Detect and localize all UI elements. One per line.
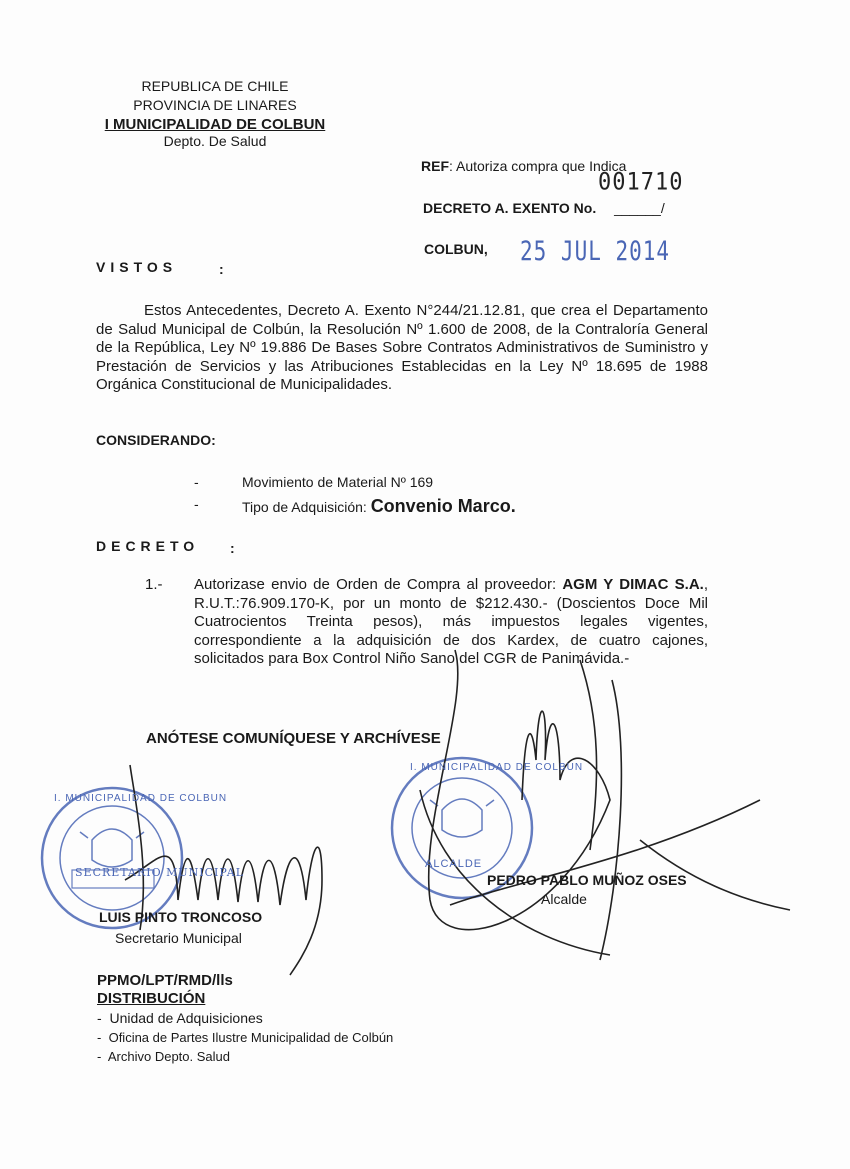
left-signatory-name: LUIS PINTO TRONCOSO	[99, 909, 263, 925]
ref-text: : Autoriza compra que Indica	[449, 158, 627, 174]
left-seal-center-text: SECRETARIO MUNICIPAL	[75, 866, 245, 879]
distribution-item-text: Archivo Depto. Salud	[107, 1049, 230, 1064]
left-seal	[42, 788, 182, 928]
right-signatory-title: Alcalde	[541, 891, 587, 907]
right-signature	[420, 650, 790, 960]
distribution-heading: DISTRIBUCIÓN	[97, 990, 206, 1007]
vistos-heading: VISTOS	[96, 259, 178, 275]
right-seal-ring-text: I. MUNICIPALIDAD DE COLBUN	[410, 762, 584, 773]
letterhead-country: REPUBLICA DE CHILE	[141, 78, 289, 94]
list-item	[97, 1009, 393, 1028]
list-item	[97, 1047, 393, 1066]
considerando-heading: CONSIDERANDO:	[96, 432, 216, 448]
left-signatory-title: Secretario Municipal	[115, 930, 242, 946]
date-stamp: 25 JUL 2014	[520, 236, 671, 266]
letterhead-municipality: I MUNICIPALIDAD DE COLBUN	[104, 116, 326, 133]
distribution-list	[97, 1009, 393, 1066]
list-dash: -	[194, 496, 199, 512]
decree-blank: ______/	[614, 200, 665, 216]
letterhead-province: PROVINCIA DE LINARES	[133, 97, 297, 113]
vistos-paragraph: Estos Antecedentes, Decreto A. Exento N°244/21.12.81, que crea el Departamento de Salud Municipal de Colbún, la Resolución Nº 1.600 de 2008, de la Contraloría General de la República, Ley Nº 19.886 De Bases Sobre Contratos Administrativos de Suministro y Prestación de Servicios y las Atribuciones Establecidas en la Ley Nº 18.695 de 1988 Orgánica Constitucional de Municipalidades.	[96, 302, 708, 393]
letterhead-department: Depto. De Salud	[163, 133, 267, 149]
right-signatory-name: PEDRO PABLO MUÑOZ OSES	[487, 872, 687, 888]
decreto-heading: DECRETO	[96, 538, 200, 554]
list-dash: -	[97, 1049, 102, 1064]
ref-label: REF	[421, 158, 449, 174]
closing-line: ANÓTESE COMUNÍQUESE Y ARCHÍVESE	[146, 730, 441, 747]
considerando-item-label: Tipo de Adquisición:	[242, 499, 371, 515]
considerando-item-label: Movimiento de Material Nº 169	[242, 474, 434, 490]
decreto-item-number: 1.-	[145, 576, 163, 593]
list-item	[97, 1028, 393, 1047]
considerando-item-emphasis: Convenio Marco.	[370, 496, 516, 516]
decreto-item-post: , R.U.T.:76.909.170-K, por un monto de $212.430.- (Doscientos Doce Mil Cuatrocientos Treinta pesos), más impuestos legales vigentes, correspondiente a la adquisición de dos Kardex, de cuatro cajones, solicitados para Box Control Niño Sano del CGR de Panimávida.-	[194, 576, 708, 667]
list-dash: -	[97, 1030, 102, 1045]
right-seal-center-text: ALCALDE	[425, 858, 483, 870]
initials: PPMO/LPT/RMD/lls	[97, 972, 233, 989]
place-label: COLBUN,	[424, 241, 488, 257]
list-dash: -	[194, 474, 199, 490]
decree-label: DECRETO A. EXENTO No.	[423, 200, 597, 216]
decreto-item-supplier: AGM Y DIMAC S.A.	[562, 576, 704, 593]
list-dash: -	[97, 1010, 102, 1026]
vistos-colon: :	[219, 261, 224, 277]
distribution-item-text: Unidad de Adquisiciones	[109, 1010, 263, 1026]
decreto-item-pre: Autorizase envio de Orden de Compra al proveedor:	[194, 576, 563, 593]
decree-number-stamp: 001710	[598, 168, 684, 197]
distribution-item-text: Oficina de Partes Ilustre Municipalidad de Colbún	[108, 1030, 394, 1045]
left-seal-ring-text: I. MUNICIPALIDAD DE COLBUN	[54, 793, 228, 804]
decreto-colon: :	[230, 540, 235, 556]
